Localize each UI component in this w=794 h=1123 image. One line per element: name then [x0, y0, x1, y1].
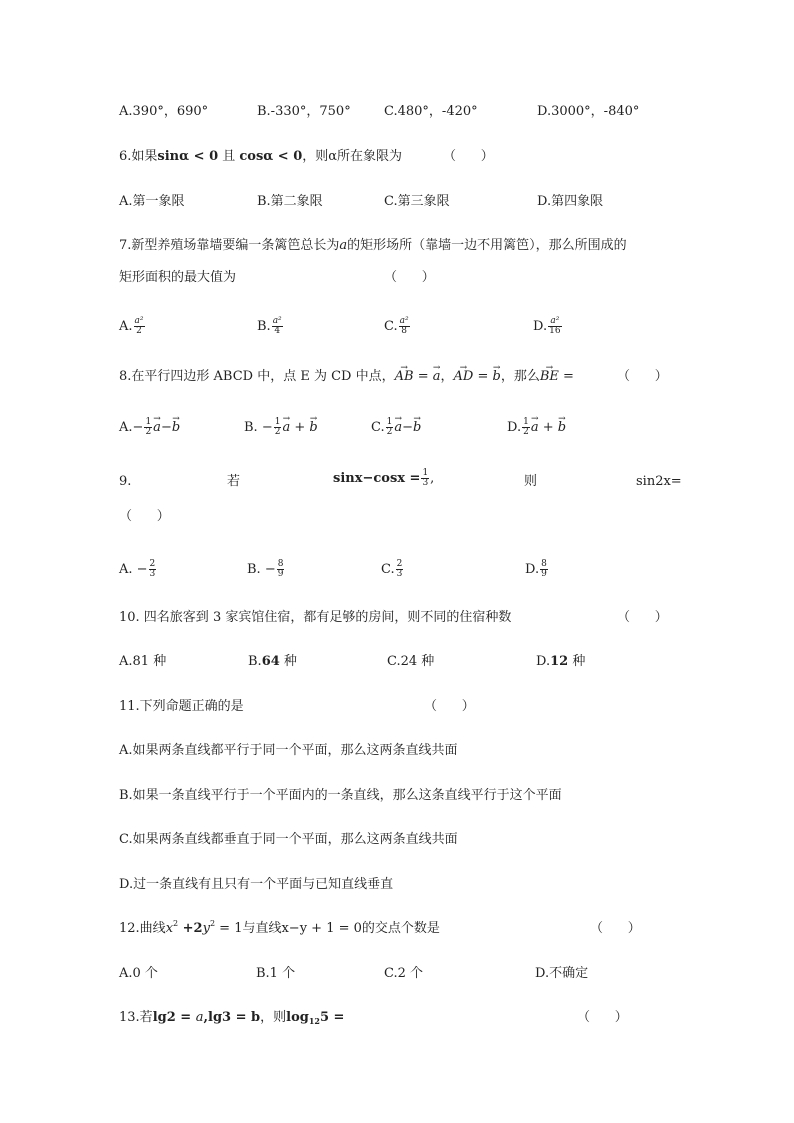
q8-vec-b: → b: [493, 368, 501, 386]
q8-sep: ，: [440, 369, 454, 384]
q7-option-c: [384, 317, 411, 336]
q8-a-vec-b: → b: [172, 419, 180, 437]
q8-num-d: 1: [523, 417, 529, 427]
q8-vec-be: → BE: [540, 368, 559, 386]
q6-answer-paren: （ ）: [443, 149, 494, 164]
q7-label-c: C.: [384, 319, 398, 334]
q8-stem: [119, 368, 574, 386]
q12-text-2: = 1与直线x−y + 1 = 0的交点个数是: [215, 921, 440, 936]
q11-stem: 11.下列命题正确的是: [119, 699, 244, 714]
q10-num-d: 12: [550, 654, 569, 669]
q8-a-vec-a: → a: [153, 419, 161, 437]
q12-option-d: D.不确定: [535, 966, 589, 981]
q13-text-2: ，则: [260, 1010, 287, 1025]
q8-option-d: [507, 418, 566, 437]
q7-frac-c: [399, 317, 410, 336]
q7-option-d: [533, 317, 563, 336]
q9-ze: 则: [524, 474, 538, 489]
q12-exp-2: 2: [209, 919, 216, 928]
q13-lg2: lg2 =: [152, 1010, 196, 1025]
q6-option-c: C.第三象限: [384, 194, 450, 209]
q7-den-d: 16: [549, 326, 561, 336]
q8-answer-paren: （ ）: [617, 369, 668, 384]
q7-stem-line2: 矩形面积的最大值为: [119, 270, 237, 285]
q9-option-c: [381, 560, 404, 579]
q7-text-2: 的矩形场所（靠墙一边不用篱笆），那么所围成的: [347, 238, 627, 253]
q9-num-d: 8: [541, 559, 547, 569]
q7-frac-b: [272, 317, 283, 336]
q13-var-a: a: [195, 1010, 204, 1025]
q9-frac-a: [149, 560, 157, 579]
q8-den-c: 2: [386, 427, 393, 437]
q9-frac-c: [396, 560, 404, 579]
q12-mid: +2: [178, 921, 203, 936]
q10-option-d: [536, 653, 585, 671]
q9-label-b: B. −: [247, 562, 276, 577]
q10-option-c: C.24 种: [387, 654, 435, 669]
q11-option-c: C.如果两条直线都垂直于同一个平面，那么这两条直线共面: [119, 832, 458, 847]
q7-frac-a: [134, 317, 145, 336]
q8-den-a: 2: [145, 427, 152, 437]
q9-expr-text: sinx−cosx =: [333, 471, 421, 486]
q6-cos-expr: cosα < 0: [239, 149, 303, 164]
q7-option-b: [257, 317, 284, 336]
q12-answer-paren: （ ）: [590, 921, 641, 936]
q6-option-b: B.第二象限: [257, 194, 323, 209]
q8-vec-ab: → AB: [395, 368, 414, 386]
q6-stem: [119, 148, 402, 166]
q10-answer-paren: （ ）: [617, 610, 668, 625]
q12-exp-1: 2: [173, 919, 179, 928]
q8-den-d: 2: [523, 427, 529, 437]
q8-num-a: 1: [145, 417, 152, 427]
q12-var-y: y: [202, 921, 210, 936]
q8-minus-a: −: [132, 420, 144, 435]
q7-num-c: a²: [399, 316, 409, 326]
q7-label-d: D.: [533, 319, 548, 334]
q6-option-d: D.第四象限: [537, 194, 604, 209]
q8-text-1: 8.在平行四边形 ABCD 中，点 E 为 CD 中点，: [119, 369, 395, 384]
q7-text-1: 7.新型养殖场靠墙要编一条篱笆总长为: [119, 238, 340, 253]
q7-num-b: a²: [272, 316, 282, 326]
q9-frac: [421, 469, 429, 488]
q8-plus-d: +: [538, 420, 558, 435]
q6-text-1: 6.如果: [119, 149, 158, 164]
q8-minus2-a: −: [160, 420, 172, 435]
q8-frac-b: [274, 418, 282, 437]
q12-stem: [119, 920, 440, 938]
q8-option-a: [119, 418, 180, 437]
q11-answer-paren: （ ）: [424, 699, 475, 714]
q10-unit-b: 种: [279, 654, 297, 669]
q7-frac-d: [548, 317, 561, 336]
q6-sin-expr: sinα < 0: [157, 149, 219, 164]
q9-num-a: 2: [149, 559, 156, 569]
q5-option-c: C.480°，-420°: [384, 104, 478, 119]
q10-num-b: 64: [261, 654, 280, 669]
q8-vec-a: → a: [433, 368, 441, 386]
q9-option-a: [119, 560, 157, 579]
q6-text-3: ，则α所在象限为: [302, 149, 403, 164]
q8-den-b: 2: [274, 427, 281, 437]
q9-option-d: [525, 560, 549, 579]
q10-unit-d: 种: [568, 654, 586, 669]
q9-label-a: A. −: [119, 562, 148, 577]
q8-minus-b: −: [261, 420, 273, 435]
q7-num-a: a²: [134, 316, 144, 326]
q8-num-c: 1: [386, 417, 393, 427]
q13-log-base: 12: [308, 1016, 320, 1026]
q7-option-a: [119, 317, 146, 336]
q9-answer-paren: （ ）: [119, 509, 170, 524]
q9-den-b: 9: [277, 569, 284, 579]
q8-frac-a: [144, 418, 152, 437]
q5-option-a: A.390°，690°: [119, 104, 209, 119]
q8-b-vec-a: → a: [282, 419, 290, 437]
q11-option-a: A.如果两条直线都平行于同一个平面，那么这两条直线共面: [119, 743, 458, 758]
q9-frac-num: 1: [422, 468, 429, 478]
q9-frac-b: [277, 560, 285, 579]
q6-text-2: 且: [218, 149, 240, 164]
q7-stem-line1: [119, 237, 627, 255]
q7-answer-paren: （ ）: [384, 270, 435, 285]
q8-eq: =: [558, 369, 574, 384]
q9-den-d: 9: [541, 569, 547, 579]
q9-den-a: 3: [149, 569, 156, 579]
q12-option-b: B.1 个: [256, 966, 296, 981]
q8-label-d: D.: [507, 420, 522, 435]
q8-c-vec-b: → b: [413, 419, 421, 437]
q7-den-a: 2: [136, 326, 142, 336]
q8-minus2-c: −: [402, 420, 414, 435]
q9-option-b: [247, 560, 285, 579]
q6-option-a: A.第一象限: [119, 194, 185, 209]
q12-var-x: x: [165, 921, 174, 936]
q13-tail: 5 =: [319, 1010, 345, 1025]
q10-option-b: [248, 653, 297, 671]
q9-tail: sin2x=: [636, 474, 682, 489]
q9-comma: ,: [430, 471, 435, 486]
q10-stem: 10. 四名旅客到 3 家宾馆住宿，都有足够的房间，则不同的住宿种数: [119, 610, 512, 625]
q13-text-1: 13.若: [119, 1010, 153, 1025]
q10-option-a: A.81 种: [119, 654, 167, 669]
q8-frac-c: [386, 418, 394, 437]
q9-label-c: C.: [381, 562, 395, 577]
q8-text-2: ，那么: [500, 369, 540, 384]
q12-option-a: A.0 个: [119, 966, 158, 981]
q7-den-b: 4: [274, 326, 281, 336]
q5-option-d: D.3000°，-840°: [537, 104, 640, 119]
q7-num-d: a²: [548, 317, 561, 327]
q5-option-b: B.-330°，750°: [257, 104, 351, 119]
q7-var-a: a: [339, 238, 348, 253]
q13-stem: [119, 1009, 344, 1027]
q8-frac-d: [522, 418, 530, 437]
q8-eq-a: =: [413, 369, 433, 384]
q7-label-b: B.: [257, 319, 271, 334]
q11-option-d: D.过一条直线有且只有一个平面与已知直线垂直: [119, 877, 394, 892]
q8-eq-b: =: [473, 369, 493, 384]
q12-option-c: C.2 个: [384, 966, 424, 981]
q9-frac-d: [540, 560, 548, 579]
q9-label-d: D.: [525, 562, 540, 577]
q8-b-vec-b: → b: [309, 419, 317, 437]
q8-label-c: C.: [371, 420, 385, 435]
q8-option-c: [371, 418, 421, 437]
q9-expr: [333, 469, 434, 488]
q9-den-c: 3: [396, 569, 403, 579]
q13-lg3: ,lg3 = b: [203, 1010, 261, 1025]
q9-ruo: 若: [227, 474, 241, 489]
q8-plus-b: +: [290, 420, 310, 435]
q7-label-a: A.: [119, 319, 133, 334]
q8-option-b: [244, 418, 318, 437]
q8-d-vec-b: → b: [558, 419, 566, 437]
q10-label-d: D.: [536, 654, 551, 669]
q13-answer-paren: （ ）: [577, 1010, 628, 1025]
q10-label-b: B.: [248, 654, 262, 669]
q8-vec-ad: → AD: [454, 368, 474, 386]
q11-option-b: B.如果一条直线平行于一个平面内的一条直线，那么这条直线平行于这个平面: [119, 788, 562, 803]
q7-den-c: 8: [401, 326, 407, 336]
q8-label-b: B.: [244, 420, 262, 435]
q8-num-b: 1: [274, 417, 281, 427]
q9-num-c: 2: [396, 559, 403, 569]
q9-number: 9.: [119, 474, 132, 489]
q13-log: log: [286, 1010, 309, 1025]
q8-label-a: A.: [119, 420, 133, 435]
q9-frac-den: 3: [422, 478, 429, 488]
q8-c-vec-a: → a: [394, 419, 402, 437]
q8-d-vec-a: → a: [531, 419, 539, 437]
q9-num-b: 8: [277, 559, 284, 569]
q12-text-1: 12.曲线: [119, 921, 166, 936]
